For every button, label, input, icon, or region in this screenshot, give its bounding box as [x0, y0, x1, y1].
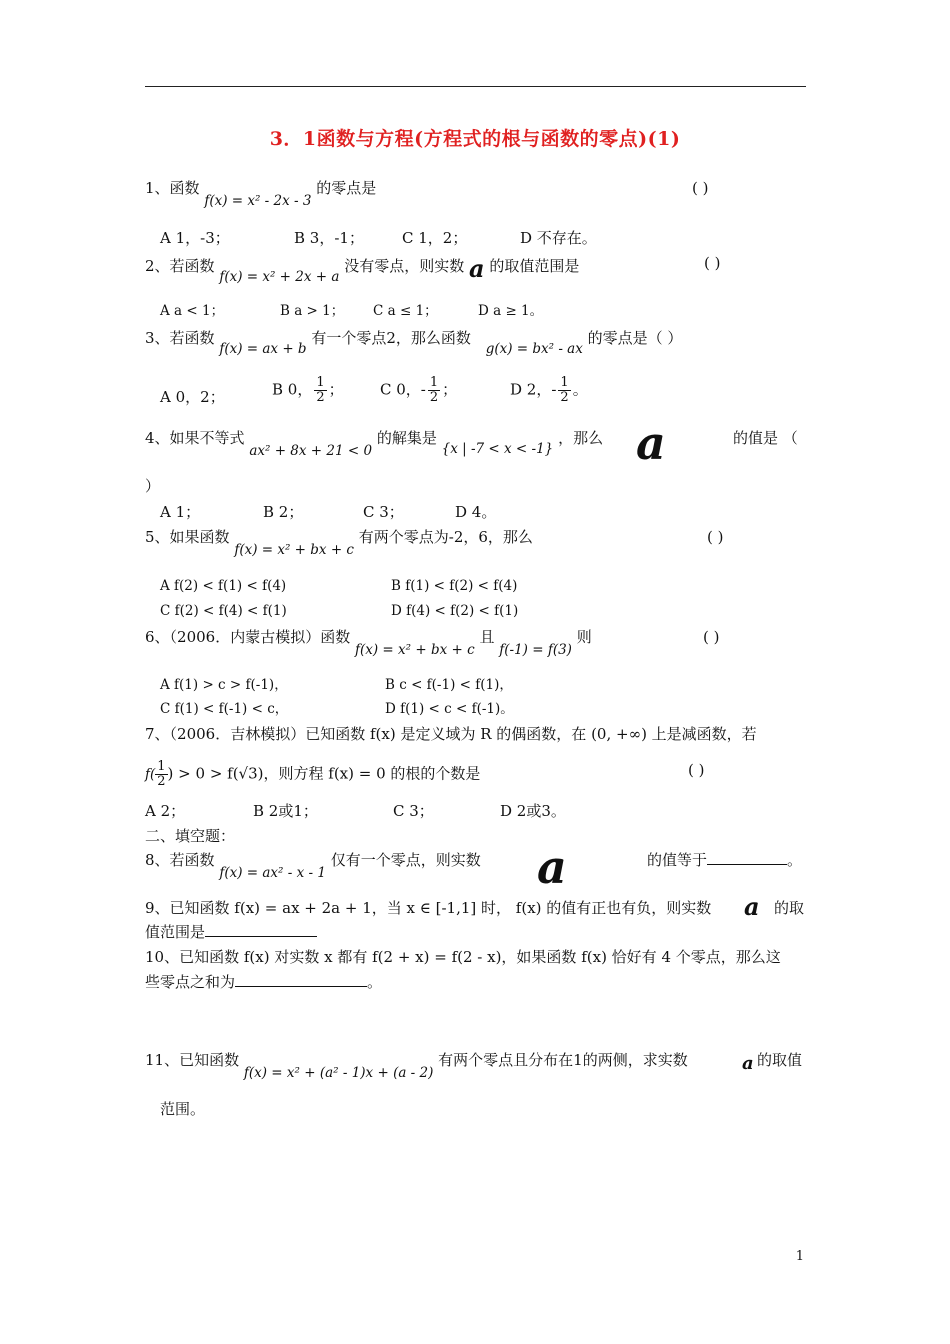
- q9-var: a: [744, 892, 760, 921]
- q6-text-mid: 且: [479, 628, 495, 646]
- q11-var: a: [742, 1053, 754, 1074]
- q3-fraction-c: [428, 376, 440, 405]
- q3-fraction-b: [314, 376, 326, 405]
- q6-answer-paren: ( ): [703, 628, 720, 646]
- q5-answer-paren: ( ): [707, 528, 724, 546]
- q8-expr: f(x) = ax² - x - 1: [219, 865, 326, 881]
- q3-semi: ；: [442, 380, 458, 399]
- q1-option-a: A 1，-3；: [160, 229, 230, 247]
- page-title: 3．1函数与方程(方程式的根与函数的零点)(1): [269, 128, 681, 150]
- q1-text: 1、函数: [145, 179, 200, 197]
- question-8: [145, 850, 481, 881]
- q5-option-b: B f(1) < f(2) < f(4): [391, 578, 518, 594]
- q4-option-c: C 3；: [363, 503, 404, 521]
- q8-text-mid: 仅有一个零点，则实数: [330, 851, 481, 869]
- frac-den: 2: [429, 390, 439, 405]
- q2-expr: f(x) = x² + 2x + a: [219, 269, 340, 285]
- q9-line-2: [145, 922, 317, 942]
- question-11: [145, 1050, 688, 1081]
- q5-option-d: D f(4) < f(2) < f(1): [391, 603, 519, 619]
- q3-expr-g: g(x) = bx² - ax: [485, 341, 583, 357]
- q9-line-1: 9、已知函数 f(x) = ax + 2a + 1，当 x ∈ [-1,1] 时， f(x) 的值有正也有负，则实数: [145, 899, 712, 917]
- q10-line-2: [145, 972, 382, 992]
- q7-answer-paren: ( ): [688, 761, 705, 779]
- q4-var: a: [636, 416, 666, 470]
- q3-fraction-d: [558, 376, 570, 405]
- q3-text-post: 的零点是（ ）: [587, 329, 683, 347]
- q5-text-post: 有两个零点为-2，6，那么: [358, 528, 533, 546]
- q3-option-c: [380, 376, 457, 405]
- q10-end: 。: [367, 973, 383, 991]
- question-5: [145, 527, 533, 558]
- q4-text-post: ，那么: [558, 429, 604, 447]
- q2-text-post: 的取值范围是: [489, 257, 580, 275]
- q3-option-d: [510, 376, 588, 405]
- q7-option-a: A 2；: [145, 802, 186, 820]
- question-2: [145, 253, 580, 285]
- q6-option-c: C f(1) < f(-1) < c，: [160, 701, 289, 717]
- q4-option-d: D 4。: [455, 503, 497, 521]
- frac-num: 1: [316, 375, 325, 390]
- q4-text-mid: 的解集是: [376, 429, 437, 447]
- q6-option-d: D f(1) < c < f(-1)。: [385, 701, 514, 717]
- q2-option-a: A a < 1；: [160, 303, 225, 319]
- header-rule: [145, 86, 806, 87]
- q7-expr-b: ) > 0 > f(√3)，则方程 f(x) = 0 的根的个数是: [167, 764, 481, 783]
- q4-solution-set: {x | -7 < x < -1}: [441, 441, 554, 457]
- frac-den: 2: [157, 774, 166, 789]
- question-1: [145, 178, 377, 209]
- q2-text-mid: 没有零点，则实数: [344, 257, 465, 275]
- question-6: [145, 627, 592, 658]
- q4-expr: ax² + 8x + 21 < 0: [249, 443, 373, 459]
- q2-option-c: C a ≤ 1；: [373, 303, 438, 319]
- q6-expr: f(x) = x² + bx + c: [355, 642, 475, 658]
- q7-line-2: [145, 760, 480, 789]
- q3-text: 3、若函数: [145, 329, 215, 347]
- question-4: [145, 428, 604, 459]
- q5-option-c: C f(2) < f(4) < f(1): [160, 603, 287, 619]
- frac-den: 2: [316, 390, 325, 405]
- q11-text-post: 有两个零点且分布在1的两侧，求实数: [438, 1051, 688, 1069]
- q1-option-c: C 1，2；: [402, 229, 468, 247]
- q8-var: a: [537, 840, 567, 894]
- q1-expr: f(x) = x² - 2x - 3: [204, 193, 312, 209]
- frac-num: 1: [429, 375, 439, 390]
- q2-var: a: [469, 254, 485, 283]
- q3-option-c-label: C 0，-: [380, 380, 426, 399]
- q3-expr-f: f(x) = ax + b: [219, 341, 307, 357]
- q4-option-a: A 1；: [160, 503, 201, 521]
- q7-expr-a: f(: [145, 766, 156, 783]
- q9-tail: 的取: [774, 899, 805, 917]
- q1-option-d: D 不存在。: [520, 229, 597, 247]
- q1-answer-paren: ( ): [692, 179, 709, 197]
- frac-num: 1: [560, 375, 569, 390]
- q11-expr: f(x) = x² + (a² - 1)x + (a - 2): [243, 1065, 434, 1081]
- q1-option-b: B 3，-1；: [294, 229, 364, 247]
- q10-line-2-text: 些零点之和为: [145, 973, 236, 991]
- q8-blank[interactable]: [707, 850, 787, 865]
- q11-tail: 的取值: [757, 1051, 803, 1069]
- question-3: [145, 328, 683, 357]
- q9-blank[interactable]: [205, 922, 317, 937]
- frac-num: 1: [157, 759, 166, 774]
- q5-text: 5、如果函数: [145, 528, 230, 546]
- q7-line-1: 7、（2006．吉林模拟）已知函数 f(x) 是定义域为 R 的偶函数，在 (0, +∞) 上是减函数，若: [145, 725, 757, 743]
- q3-option-b: [272, 376, 344, 405]
- q8-text: 8、若函数: [145, 851, 215, 869]
- q2-option-d: D a ≥ 1。: [478, 303, 544, 319]
- q11-line-2: 范围。: [160, 1100, 206, 1118]
- q7-option-c: C 3；: [393, 802, 434, 820]
- q8-text-post: 的值等于: [647, 851, 708, 869]
- q10-blank[interactable]: [235, 972, 367, 987]
- section-heading-fill-in: 二、填空题：: [145, 827, 236, 845]
- q6-option-a: A f(1) > c > f(-1)，: [160, 677, 288, 693]
- q4-tail: 的值是 （: [733, 429, 798, 447]
- q10-line-1: 10、已知函数 f(x) 对实数 x 都有 f(2 + x) = f(2 - x)，如果函数 f(x) 恰好有 4 个零点，那么这: [145, 948, 781, 966]
- q6-text: 6、（2006．内蒙古模拟）函数: [145, 628, 351, 646]
- q7-option-d: D 2或3。: [500, 802, 566, 820]
- q3-option-b-label: B 0，: [272, 380, 313, 399]
- q6-option-b: B c < f(-1) < f(1)，: [385, 677, 513, 693]
- q4-text: 4、如果不等式: [145, 429, 245, 447]
- q2-text: 2、若函数: [145, 257, 215, 275]
- q3-semi: ；: [328, 380, 344, 399]
- q4-option-b: B 2；: [263, 503, 304, 521]
- q4-close-paren: ）: [145, 477, 161, 495]
- q3-end: 。: [572, 380, 588, 399]
- q8-end: 。: [787, 851, 803, 869]
- q9-line-2-text: 值范围是: [145, 923, 206, 941]
- page-number: 1: [795, 1249, 804, 1264]
- q5-option-a: A f(2) < f(1) < f(4): [160, 578, 287, 594]
- q2-answer-paren: ( ): [704, 254, 721, 272]
- q11-text: 11、已知函数: [145, 1051, 240, 1069]
- q5-expr: f(x) = x² + bx + c: [234, 542, 354, 558]
- frac-den: 2: [560, 390, 569, 405]
- q8-answer: [647, 850, 802, 870]
- q3-option-d-label: D 2，-: [510, 380, 557, 399]
- q6-condition: f(-1) = f(3): [499, 642, 572, 658]
- q1-text-post: 的零点是: [316, 179, 377, 197]
- q3-text-mid: 有一个零点2，那么函数: [311, 329, 471, 347]
- q7-option-b: B 2或1；: [253, 802, 318, 820]
- q6-text-post: 则: [576, 628, 592, 646]
- q2-option-b: B a > 1；: [280, 303, 345, 319]
- q7-fraction: [155, 760, 167, 789]
- q3-option-a: A 0，2；: [160, 388, 225, 406]
